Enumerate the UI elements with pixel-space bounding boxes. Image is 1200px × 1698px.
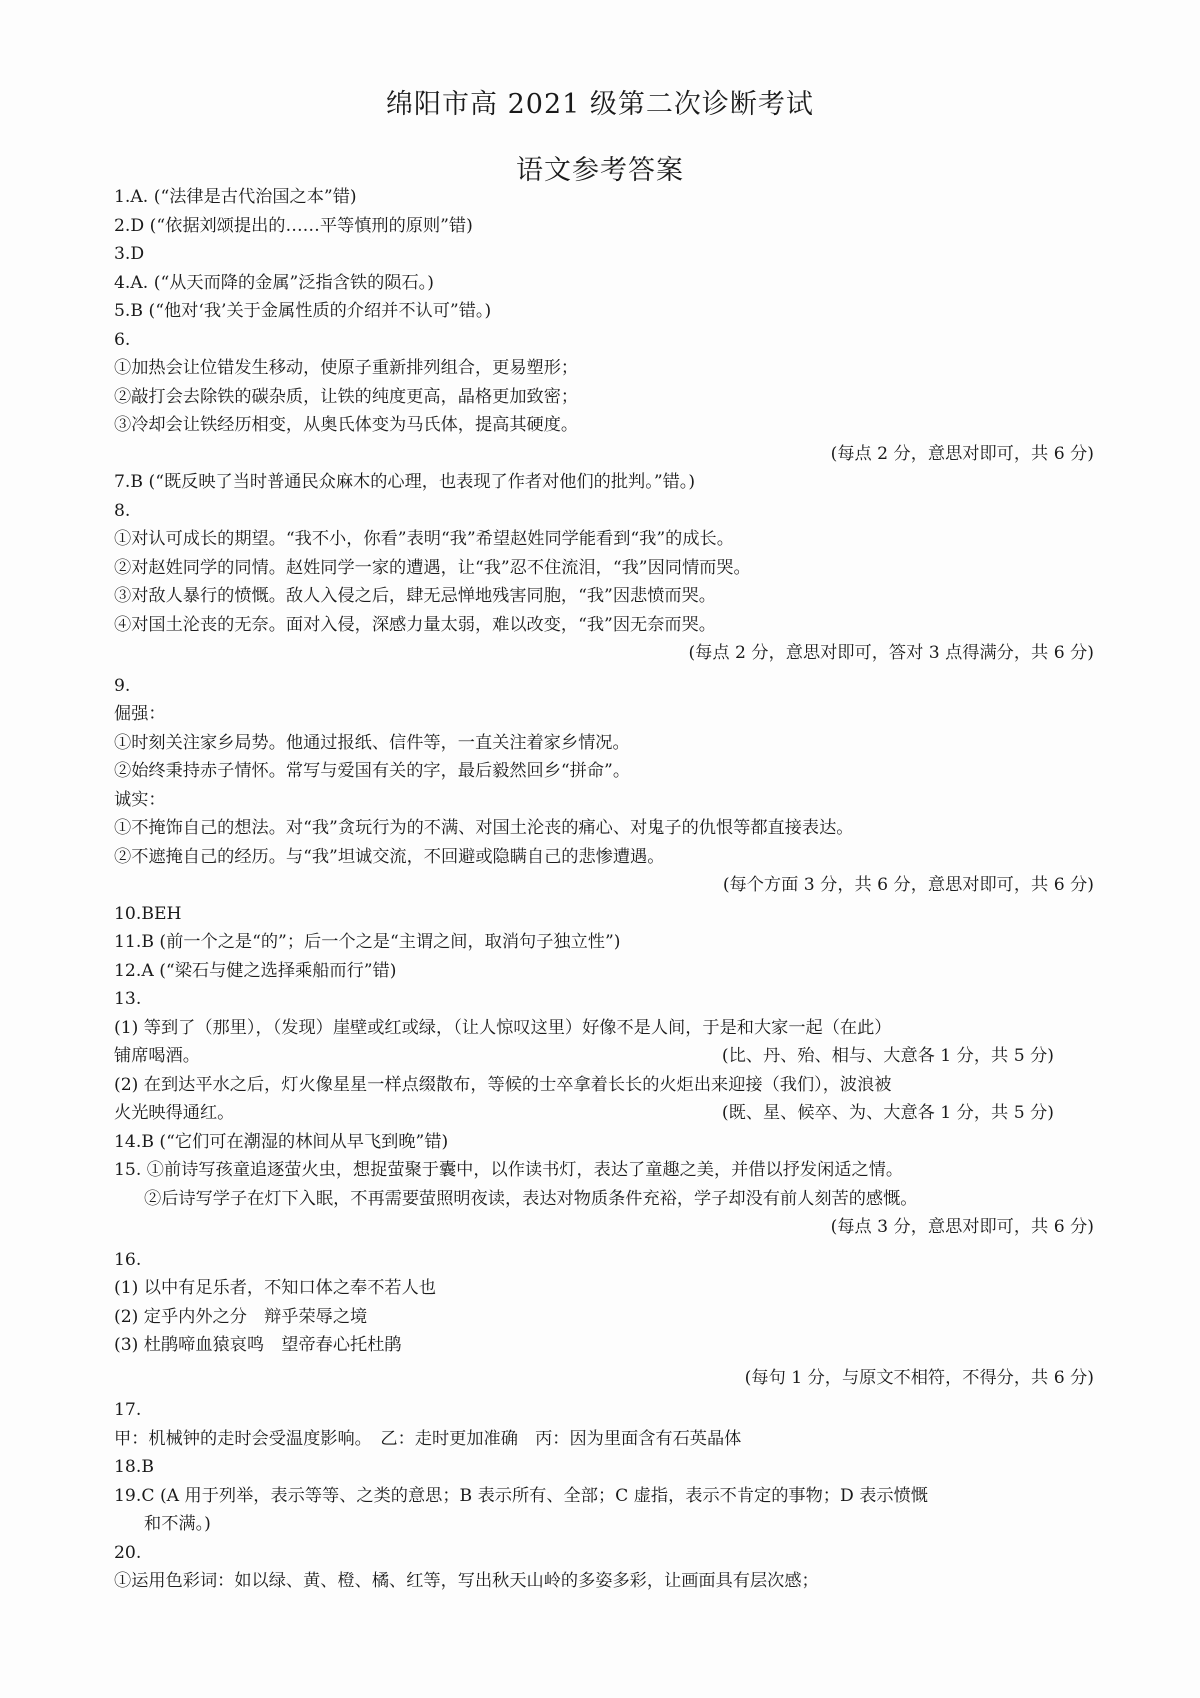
answer-18: 18.B [114,1457,154,1477]
answer-9-point-2: ②始终秉持赤子情怀。常写与爱国有关的字，最后毅然回乡“拼命”。 [114,761,631,781]
answer-9-heading-1: 倔强： [114,704,166,724]
answer-14: 14.B (“它们可在潮湿的林间从早飞到晚”错) [114,1131,449,1152]
answer-12: 12.A (“梁石与健之选择乘船而行”错) [114,960,397,981]
answer-19-cont: 和不满。) [144,1514,211,1534]
answer-6: 6. [114,329,131,350]
doc-title: 绵阳市高 2021 级第二次诊断考试 [386,89,814,120]
answer-16-line-2: (2) 定乎内外之分 辩乎荣辱之境 [114,1306,368,1327]
answer-17-content: 甲：机械钟的走时会受温度影响。 乙：走时更加准确 丙：因为里面含有石英晶体 [114,1428,742,1449]
answer-13-part-1-scoring: (比、丹、殆、相与、大意各 1 分，共 5 分) [721,1046,1054,1066]
answer-8-point-1: ①对认可成长的期望。“我不小，你看”表明“我”希望赵姓同学能看到“我”的成长。 [114,529,734,549]
answer-1: 1.A. (“法律是古代治国之本”错) [114,187,357,207]
answer-15-scoring: (每点 3 分，意思对即可，共 6 分) [830,1217,1094,1237]
answer-13: 13. [114,989,142,1009]
doc-subtitle: 语文参考答案 [516,155,684,186]
answer-9-point-3: ①不掩饰自己的想法。对“我”贪玩行为的不满、对国土沦丧的痛心、对鬼子的仇恨等都直接表达。 [114,818,854,838]
answer-7: 7.B (“既反映了当时普通民众麻木的心理，也表现了作者对他们的批判。”错。) [114,472,696,492]
answer-13-part-1: (1) 等到了（那里），（发现）崖壁或红或绿，（让人惊叹这里）好像不是人间，于是和大家一起（在此） [114,1017,892,1038]
answer-20: 20. [114,1542,142,1563]
answer-8-scoring: (每点 2 分，意思对即可，答对 3 点得满分，共 6 分) [688,643,1094,663]
answer-15-point-1: 15. ①前诗写孩童追逐萤火虫，想捉萤聚于囊中，以作读书灯，表达了童趣之美，并借以抒发闲适之情。 [114,1160,904,1180]
answer-list [114,183,1094,1596]
answer-9-heading-2: 诚实： [114,789,166,810]
answer-13-part-2-cont [114,1099,1094,1128]
answer-16: 16. [114,1249,142,1270]
answer-2: 2.D (“依据刘颂提出的……平等慎刑的原则”错) [114,215,473,236]
answer-19: 19.C (A 用于列举，表示等等、之类的意思；B 表示所有、全部；C 虚指，表示不肯定的事物；D 表示愤慨 [114,1485,928,1506]
answer-15-point-2: ②后诗写学子在灯下入眠，不再需要萤照明夜读，表达对物质条件充裕，学子却没有前人刻苦的感慨。 [144,1188,918,1209]
answer-9-point-1: ①时刻关注家乡局势。他通过报纸、信件等，一直关注着家乡情况。 [114,732,630,753]
answer-13-part-2-scoring: (既、星、候卒、为、大意各 1 分，共 5 分) [721,1103,1054,1123]
answer-9-point-4: ②不遮掩自己的经历。与“我”坦诚交流，不回避或隐瞒自己的悲惨遭遇。 [114,846,665,867]
answer-13-part-2: (2) 在到达平水之后，灯火像星星一样点缀散布，等候的士卒拿着长长的火炬出来迎接（我们），波浪被 [114,1074,892,1095]
answer-10: 10.BEH [114,903,182,924]
answer-13-part-1-cont [114,1042,1094,1071]
answer-5: 5.B (“他对‘我’关于金属性质的介绍并不认可”错。) [114,301,492,321]
answer-13-part-2-tail: 火光映得通红。 [114,1103,235,1123]
answer-3: 3.D [114,244,145,264]
answer-6-point-1: ①加热会让位错发生移动，使原子重新排列组合，更易塑形； [114,358,579,378]
answer-8-point-2: ②对赵姓同学的同情。赵姓同学一家的遭遇，让“我”忍不住流泪，“我”因同情而哭。 [114,557,751,578]
answer-6-point-3: ③冷却会让铁经历相变，从奥氏体变为马氏体，提高其硬度。 [114,415,579,435]
answer-9-scoring: (每个方面 3 分，共 6 分，意思对即可，共 6 分) [722,875,1094,895]
answer-6-scoring: (每点 2 分，意思对即可，共 6 分) [830,443,1094,464]
answer-20-point-1: ①运用色彩词：如以绿、黄、橙、橘、红等，写出秋天山岭的多姿多彩，让画面具有层次感； [114,1571,819,1591]
answer-8-point-4: ④对国土沦丧的无奈。面对入侵，深感力量太弱，难以改变，“我”因无奈而哭。 [114,614,716,635]
answer-16-line-3: (3) 杜鹃啼血猿哀鸣 望帝春心托杜鹃 [114,1335,402,1355]
answer-9: 9. [114,675,131,696]
answer-8: 8. [114,500,131,521]
answer-8-point-3: ③对敌人暴行的愤慨。敌人入侵之后，肆无忌惮地残害同胞，“我”因悲愤而哭。 [114,586,716,606]
answer-17: 17. [114,1400,142,1420]
answer-16-scoring: (每句 1 分，与原文不相符，不得分，共 6 分) [744,1367,1094,1388]
answer-13-part-1-tail: 铺席喝酒。 [114,1046,200,1066]
answer-4: 4.A. (“从天而降的金属”泛指含铁的陨石。) [114,272,434,293]
answer-6-point-2: ②敲打会去除铁的碳杂质，让铁的纯度更高，晶格更加致密； [114,386,579,407]
answer-11: 11.B (前一个之是“的”；后一个之是“主谓之间，取消句子独立性”) [114,932,621,952]
answer-16-line-1: (1) 以中有足乐者，不知口体之奉不若人也 [114,1278,436,1298]
